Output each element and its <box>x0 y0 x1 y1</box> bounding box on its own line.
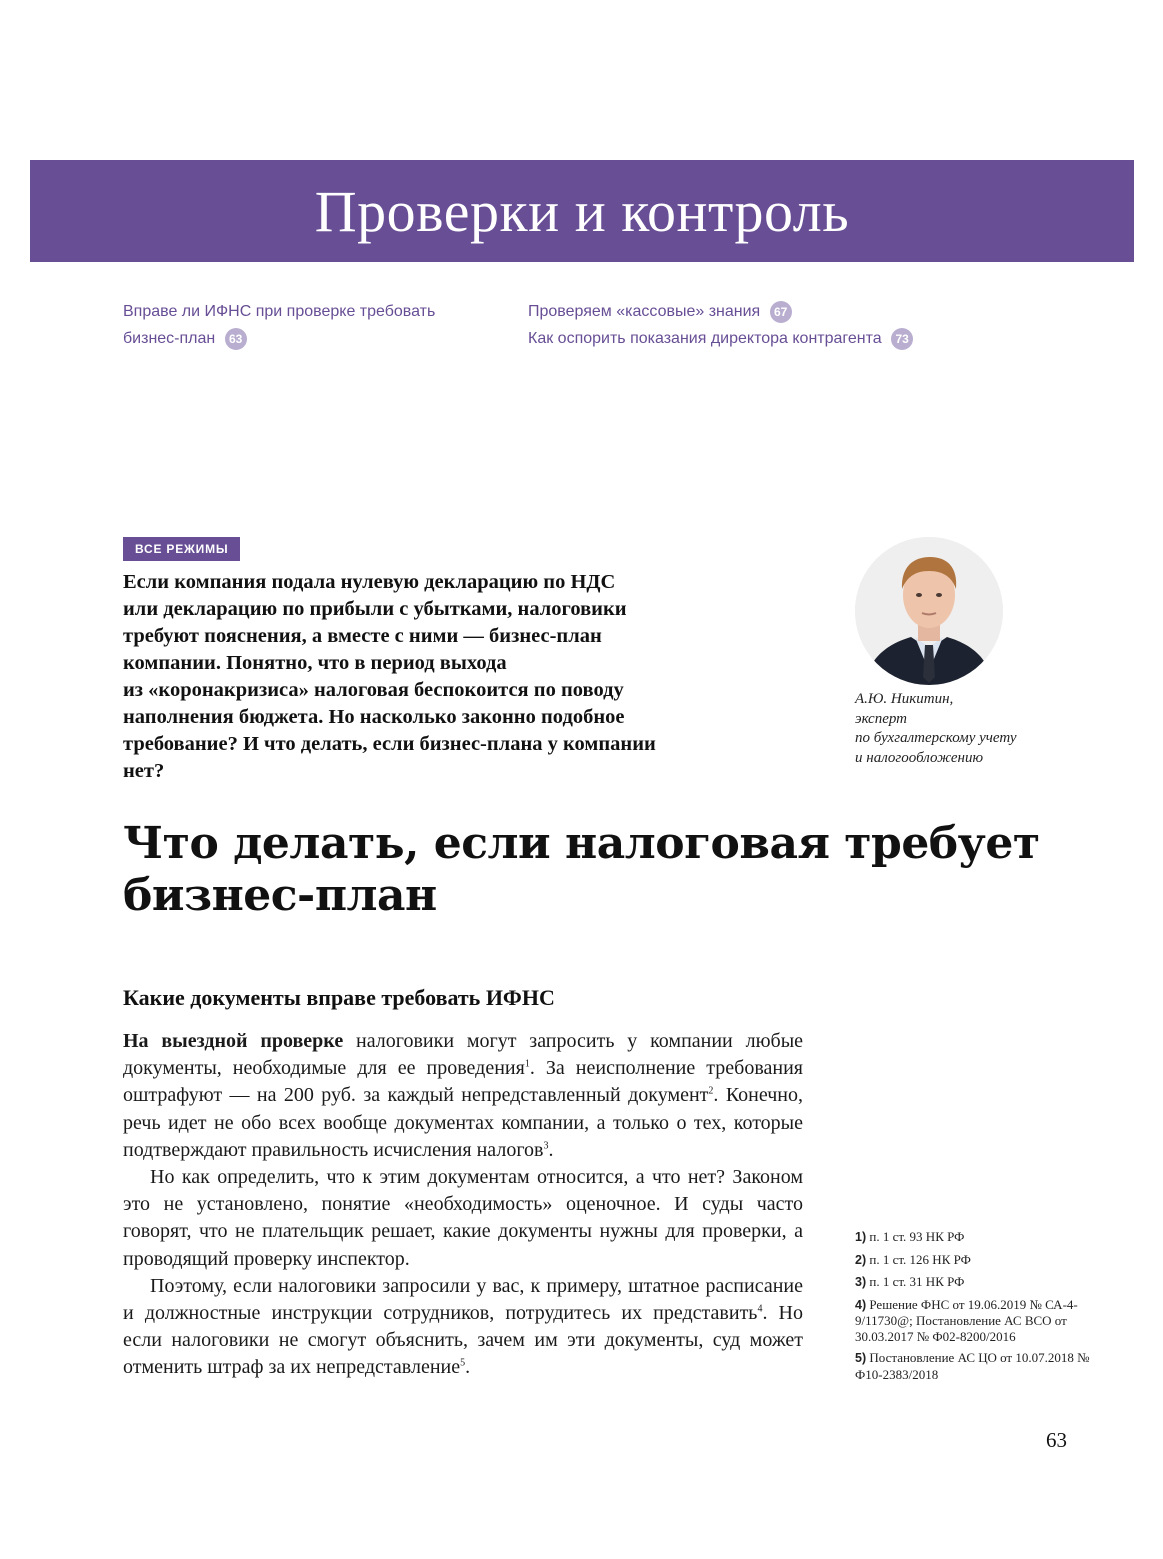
footnote-number: 1) <box>855 1230 867 1244</box>
lead-paragraph <box>123 569 813 785</box>
toc-label: Вправе ли ИФНС при проверке требовать <box>123 303 436 320</box>
lead-line: компании. Понятно, что в период выхода <box>123 652 507 674</box>
footnote-text: п. 1 ст. 93 НК РФ <box>869 1229 965 1244</box>
lead-line: из «коронакризиса» налоговая беспокоится по поводу <box>123 679 624 701</box>
page-number: 63 <box>1046 1428 1067 1452</box>
toc-label: Проверяем «кассовые» знания <box>528 303 761 320</box>
footnote-ref[interactable]: 1 <box>524 1058 530 1070</box>
body-text: налоговики могут запросить у компании любые документы, необходимые для ее проведения <box>123 1030 804 1080</box>
footnote <box>855 1229 1095 1246</box>
author-caption <box>855 690 1085 768</box>
lead-line: требование? И что делать, если бизнес-плана у компании <box>123 733 656 755</box>
tax-regime-badge: ВСЕ РЕЖИМЫ <box>123 537 240 561</box>
lead-line: или декларацию по прибыли с убытками, налоговики <box>123 598 627 620</box>
footnote-number: 4) <box>855 1297 867 1312</box>
body-text: . Но если налоговики не смогут объяснить, зачем им эти документы, суд может отменить штраф за их непредставление <box>123 1302 803 1379</box>
lead-line: нет? <box>123 760 165 782</box>
toc-link-business-plan[interactable] <box>123 298 453 352</box>
toc-left-column <box>123 298 453 352</box>
toc-page-badge: 73 <box>891 328 913 350</box>
lead-in-bold: На выездной проверке <box>123 1030 344 1052</box>
body-text: . <box>548 1138 554 1161</box>
footnote-number: 5) <box>855 1351 867 1365</box>
author-role: эксперт <box>855 710 908 727</box>
footnote <box>855 1274 1095 1291</box>
toc-label: бизнес-план <box>123 330 216 347</box>
headline-line: Что делать, если налоговая требует <box>123 818 1040 869</box>
footnote-number: 3) <box>855 1275 867 1289</box>
toc-page-badge: 67 <box>770 301 792 323</box>
article-body <box>123 1028 803 1382</box>
body-text: . <box>465 1356 471 1379</box>
toc-label: Как оспорить показания директора контрагента <box>528 330 882 347</box>
body-text: Поэтому, если налоговики запросили у вас, к примеру, штатное расписание и должностные инструкции сотрудников, потрудитесь их представить <box>123 1274 803 1325</box>
footnote <box>855 1297 1095 1345</box>
article-headline <box>123 818 1113 922</box>
body-text: . Конечно, речь идет не обо всех вообще документах компании, а только о тех, которые подтверждают правильность исчисления налогов <box>123 1084 803 1161</box>
lead-line: Если компания подала нулевую декларацию по НДС <box>123 571 616 593</box>
footnote-ref[interactable]: 2 <box>708 1085 714 1097</box>
footnotes <box>855 1229 1095 1388</box>
lead-line: наполнения бюджета. Но насколько законно подобное <box>123 706 625 728</box>
author-role: по бухгалтерскому учету <box>855 730 1017 746</box>
footnote-text: п. 1 ст. 126 НК РФ <box>869 1251 971 1267</box>
lead-line: требуют пояснения, а вместе с ними — бизнес-план <box>123 625 602 647</box>
footnote <box>855 1350 1095 1382</box>
section-banner <box>30 160 1134 262</box>
toc-page-badge: 63 <box>225 328 247 350</box>
footnote-number: 2) <box>855 1252 867 1267</box>
author-name: А.Ю. Никитин, <box>855 691 954 707</box>
headline-line: бизнес-план <box>123 870 437 921</box>
toc-link-director-testimony[interactable] <box>528 325 948 352</box>
footnote <box>855 1252 1095 1269</box>
toc-right-column <box>528 298 948 352</box>
toc-link-cash-knowledge[interactable] <box>528 298 948 325</box>
author-portrait <box>855 537 1003 685</box>
body-paragraph: Но как определить, что к этим документам относится, а что нет? Законом это не установлено, понятие «необходимость» оценочное. И суды часто говорят, что не плательщик решает, какие документы нужны для проверки, а проводящий проверку инспектор. <box>123 1166 803 1270</box>
section-title: Проверки и контроль <box>314 178 850 244</box>
body-paragraph <box>123 1273 803 1382</box>
footnote-ref[interactable]: 5 <box>460 1357 466 1369</box>
author-portrait-icon <box>855 537 1003 685</box>
footnote-text: Постановление АС ЦО от 10.07.2018 № Ф10-2383/2018 <box>855 1350 1090 1382</box>
body-text: . За неисполнение требования оштрафуют — на 200 руб. за каждый непредставленный документ <box>123 1057 803 1107</box>
footnote-text: п. 1 ст. 31 НК РФ <box>869 1274 965 1289</box>
body-paragraph <box>123 1028 803 1164</box>
footnote-ref[interactable]: 3 <box>543 1140 549 1152</box>
footnote-ref[interactable]: 4 <box>757 1303 763 1315</box>
author-role: и налогообложению <box>855 749 984 766</box>
footnote-text: Решение ФНС от 19.06.2019 № СА-4-9/11730@; Постановление АС ВСО от 30.03.2017 № Ф02-8200/2016 <box>855 1296 1078 1344</box>
article-subhead: Какие документы вправе требовать ИФНС <box>123 985 555 1010</box>
